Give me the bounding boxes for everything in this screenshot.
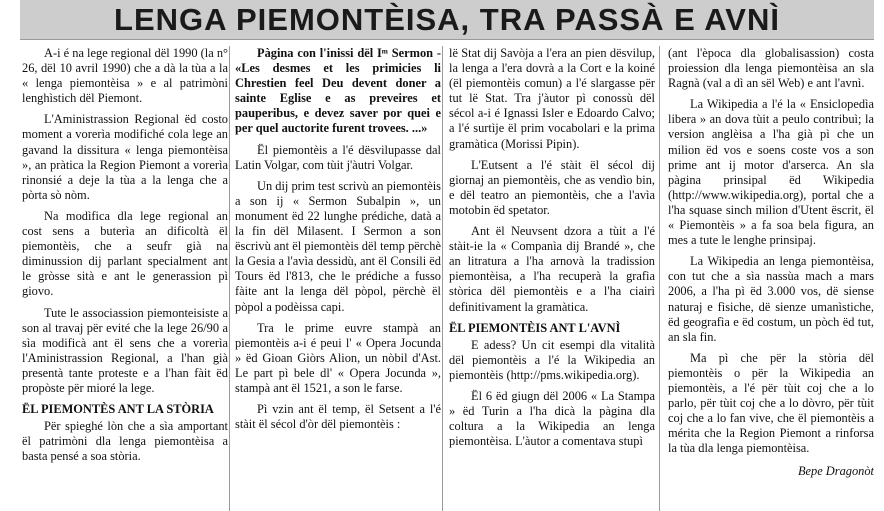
column-divider xyxy=(659,46,660,511)
paragraph: L'Eutsent a l'é stàit ël sécol dij giornaj an piemontèis, che as vendìo bin, e dël teatro an piemontèis, che a l'avìa motobin ëd spetator. xyxy=(449,157,655,217)
paragraph: Ma pì che për la stòria dël piemontèis o për la Wikipedia an piemontèis, a l'é për tùit coj che a lo parlo, për tùit coj che a lo dòvro, për tùit coj che a lo fan vive, che ël piemontèis a mérita che la Region Piemont a rinforsa la tùa dla lenga piemontèisa. xyxy=(668,350,874,456)
paragraph: L'Aministrassion Regional ëd costo moment a vorerìa modifiché cola lege an gavand la dissitura « lenga piemontèisa », an pràtica la Region Piemont a vorerìa rinonsié a deje la tùa a la lenga che a pòrta sò nòm. xyxy=(22,112,228,202)
paragraph: (ant l'època dla globalisassion) costa proiession dla lenga piemontèisa an sla Ragnà (val a dì an sël Web) e ant l'avnì. xyxy=(668,46,874,91)
paragraph: La Wikipedia an lenga piemontèisa, con tut che a sìa nassùa mach a mars 2006, a l'ha pì ëd 3.000 vos, dë siense naturaj e fìsiche, dë sienze umanìstiche, ëd geografìa e ëd costum, un pòch ëd tut, an sla fin. xyxy=(668,254,874,344)
article-title: LENGA PIEMONTÈISA, TRA PASSÀ E AVNÌ xyxy=(114,1,780,37)
image-caption: Pàgina con l'inissi dël Iᵐ Sermon - «Les desmes et les primicies li Chrestien feel Deu devent doner a sainte Eglise e as preveires et pauperibus, e devez saver por quei e per quel auctorite furent trovees. ...» xyxy=(235,46,441,136)
section-heading: ËL PIEMONTÈIS ANT L'AVNÌ xyxy=(449,320,621,335)
paragraph: La Wikipedia a l'é la « Ensiclopedìa libera » an dova tùit a peulo contribuì; la version anglèisa a l'ha già pì che un milion ëd vos e soens coste vos a son prime ant ij motor d'arserca. An sla pàgina prinsipal ëd Wikipedia (http://www.wikipedia.org), portal che a l'ha squase sinch milion d'Utent ëscrit, ël « Piemontèis » a fa soa bela figura, an mes a tute le lenghe prinsipaj. xyxy=(668,97,874,248)
section-heading: ËL PIEMONTÈS ANT LA STÒRIA xyxy=(22,402,214,417)
paragraph: Na modìfica dla lege regional an cost sens a buterìa an dificoltà ël piemontèis, che a seufr già na diminussion dij parlant specialment ant le gròsse sità e ant le generassion pì giovo. xyxy=(22,208,228,299)
paragraph: Ël 6 ëd giugn dël 2006 « La Stampa » ëd Turin a l'ha dicà la pàgina dla coltura a la Wikipedia an lenga piemontèisa. L'àutor a comentava stupì xyxy=(449,388,655,449)
author-signature: Bepe Dragonòt xyxy=(797,464,874,479)
paragraph: A-i é na lege regional dël 1990 (la n° 26, dël 10 avril 1990) che a dà la tùa a la « lenga piemontèisa » e al patrimòni lenghìstich dël Piemont. xyxy=(22,46,228,106)
title-banner xyxy=(20,0,874,40)
paragraph: Tra le prime euvre stampà an piemontèis a-i é peui l' « Opera Jocunda » ëd Gioan Giòrs Alion, un nòbil d'Ast. Le part pì bele dl' « Opera Jocunda », stampà ant ël 1521, a son le farse. xyxy=(235,320,441,395)
column-divider xyxy=(229,46,230,511)
column-divider xyxy=(442,46,443,511)
paragraph: Pì vzin ant ël temp, ël Setsent a l'é stàit ël sécol d'òr dël piemontèis : xyxy=(235,402,441,432)
paragraph: Un dij prim test scrivù an piemontèis a son ij « Sermon Subalpin », un monument ëd 22 lunghe prédiche, datà a la fin dël Milasent. I Sermon a son ëscrivù ant ël piemontèis dël temp përchè la Gesia a l'avìa dessidù, ant ël Consili ëd Tours ëd l'813, che le prédiche a fusso fàite ant la lenga dël pòpol, përchè ël pòpol a podèissa capi. xyxy=(235,178,441,314)
paragraph: E adess? Un cit esempi dla vitalità dël piemontèis a l'é la Wikipedia an piemontèis (http://pms.wikipedia.org). xyxy=(449,337,655,382)
column-3 xyxy=(449,46,655,511)
paragraph: Ant ël Neuvsent dzora a tùit a l'é stàit-ie la « Companìa dij Brandé », che an litratura a l'ha arnovà la tradission piemontèisa, a l'ha recuperà la grafìa stòrica dël piemontèis e a l'ha ciairì definitivament la gramàtica. xyxy=(449,224,655,314)
paragraph: lë Stat dij Savòja a l'era an pien dësvilup, la lenga a l'era dovrà a la Cort e la koiné (ël piemontèis comun) a l'é slargasse për tut lë Stat. Tra j'àutor pì conossù dël sécol a-i é Ignassi Isler e Edoardo Calvo; a l'é surtìje ël prim vocabolari e la prima gramàtica (Morissi Pipin). xyxy=(449,46,655,151)
paragraph: Ël piemontèis a l'é dësvilupasse dal Latin Volgar, com tùit j'àutri Volgar. xyxy=(235,142,441,172)
column-4 xyxy=(668,46,874,511)
column-1 xyxy=(22,46,228,511)
paragraph: Për spieghé lòn che a sìa amportant ël patrimòni dla lenga piemontèisa a basta pensé a soa stòria. xyxy=(22,419,228,464)
paragraph: Tute le associassion piemonteisiste a son al travaj për evité che la lege 26/90 a sìa modificà ant ël sens che a vorerìa l'Aministrassion Regional, a l'han già presentà tante proteste e a l'han fàit ëd propòste për mioré la lege. xyxy=(22,305,228,395)
column-2 xyxy=(235,46,441,511)
